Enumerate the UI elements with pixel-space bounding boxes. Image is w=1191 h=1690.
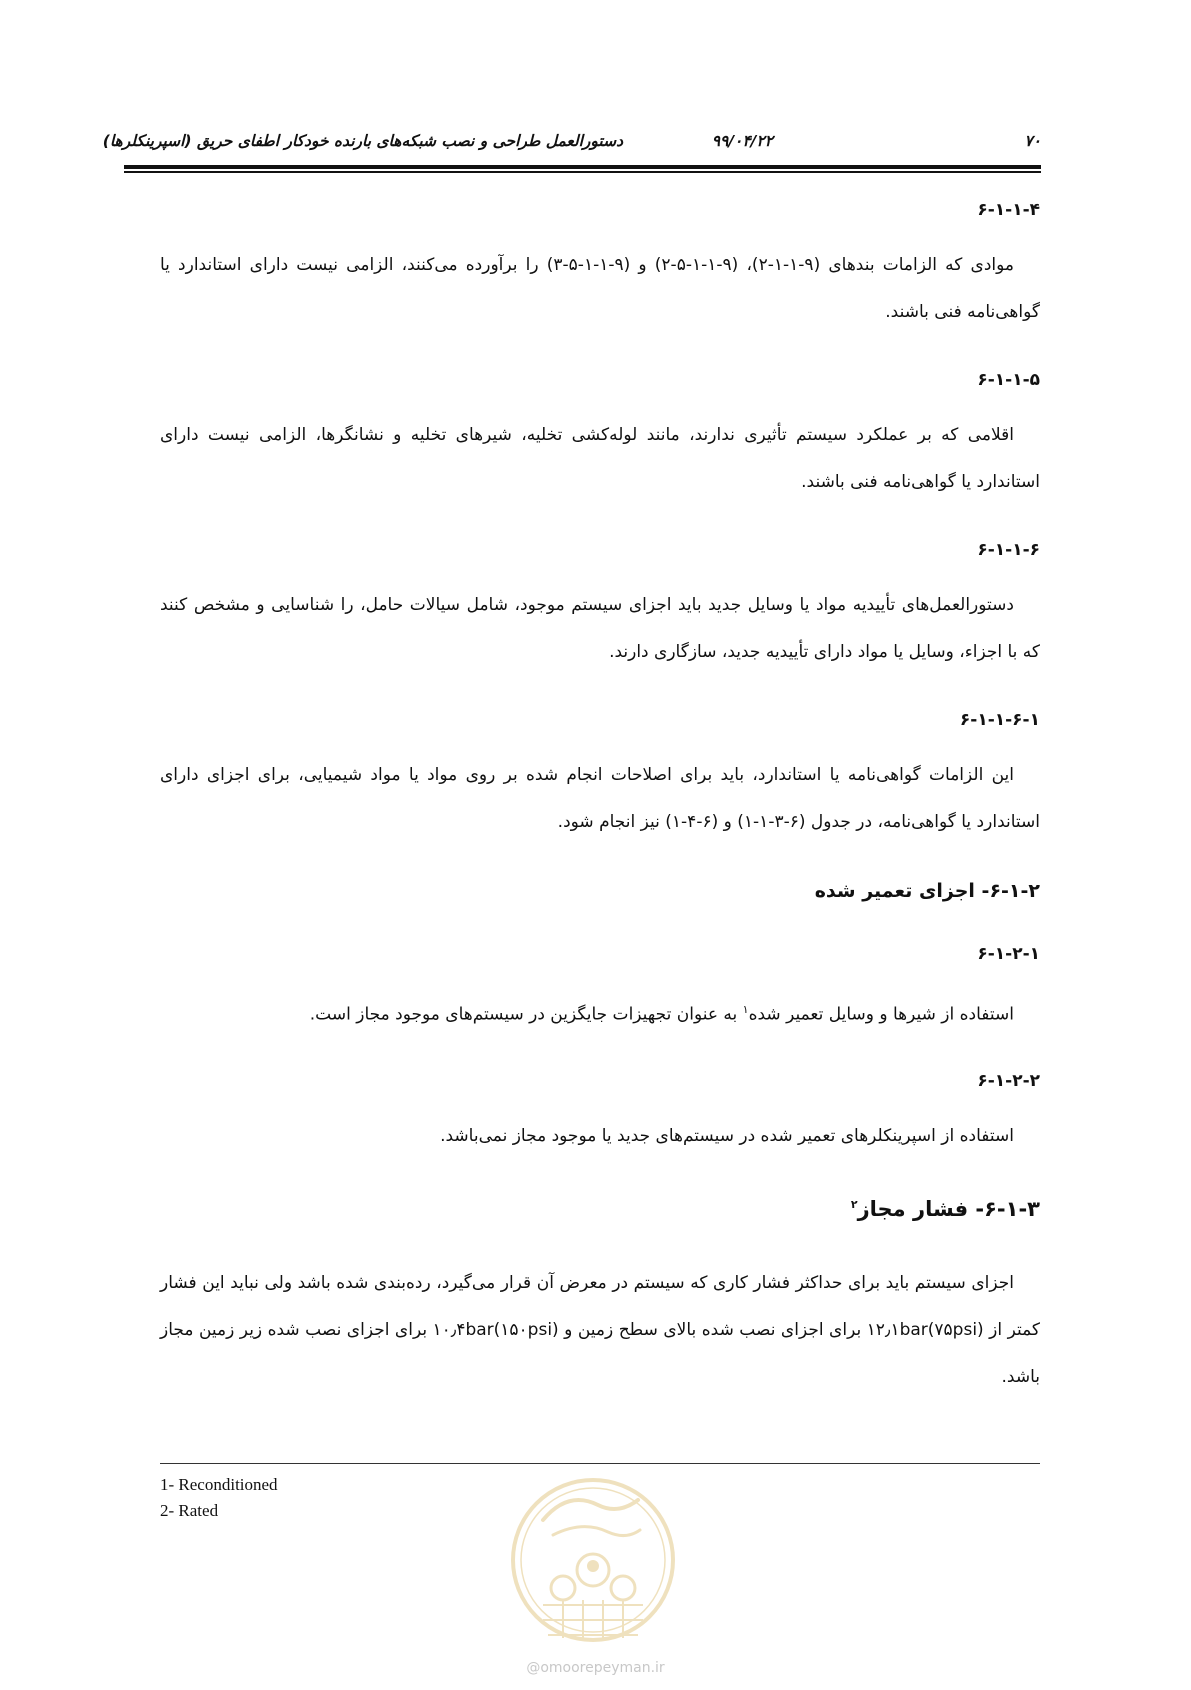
paragraph: دستورالعمل‌های تأییدیه مواد یا وسایل جدید باید اجزای سیستم موجود، شامل سیالات حامل، را شناسایی و مشخص کنند که با اجزاء، وسایل یا مواد دارای تأییدیه جدید، سازگاری دارند.	[160, 595, 1040, 662]
footnotes	[160, 1472, 278, 1524]
header-rule-thin	[124, 171, 1041, 173]
paragraph: اجزای سیستم باید برای حداکثر فشار کاری که سیستم در معرض آن قرار می‌گیرد، رده‌بندی شده باشد ولی نباید این فشار کمتر از ۱۲٫۱bar(۷۵psi) برای اجزای نصب شده بالای سطح زمین و ۱۰٫۴bar(۱۵۰psi) برای اجزای نصب شده زیر زمین مجاز باشد.	[160, 1272, 1041, 1387]
section-number: ۶-۱-۱-۶	[977, 540, 1040, 560]
footnote-1: 1- Reconditioned	[160, 1475, 278, 1494]
section-number: ۶-۱-۱-۴	[977, 200, 1040, 220]
footnote-ref: ۲	[850, 1197, 858, 1211]
paragraph: موادی که الزامات بندهای (۹-۱-۱-۲)، (۹-۱-۱-۵-۲) و (۹-۱-۱-۵-۳) را برآورده می‌کنند، الزامی نیست دارای استاندارد یا گواهی‌نامه فنی باشند.	[160, 255, 1040, 322]
section-number: ۶-۱-۲-۲	[977, 1070, 1040, 1091]
page-number: ۷۰	[1024, 132, 1041, 150]
paragraph-text: استفاده از شیرها و وسایل تعمیر شده	[748, 1004, 1014, 1025]
heading-text: ۶-۱-۳- فشار مجاز	[857, 1196, 1040, 1221]
footnote-2: 2- Rated	[160, 1501, 219, 1520]
paragraph-text: به عنوان تجهیزات جایگزین در سیستم‌های موجود مجاز است.	[309, 1004, 743, 1025]
page-content	[160, 198, 1040, 1433]
paragraph: استفاده از اسپرینکلرهای تعمیر شده در سیستم‌های جدید یا موجود مجاز نمی‌باشد.	[440, 1125, 1014, 1146]
watermark-url: @omoorepeyman.ir	[526, 1660, 665, 1676]
header-title: دستورالعمل طراحی و نصب شبکه‌های بارنده خودکار اطفای حریق (اسپرینکلرها)	[102, 132, 623, 150]
header-date: ۹۹/۰۴/۲۲	[711, 132, 773, 150]
page-header	[102, 128, 1041, 158]
watermark-seal-icon	[508, 1460, 678, 1690]
paragraph	[160, 986, 1040, 1039]
section-number: ۶-۱-۱-۶-۱	[959, 710, 1040, 730]
section-heading: ۶-۱-۲- اجزای تعمیر شده	[814, 880, 1040, 902]
paragraph: این الزامات گواهی‌نامه یا استاندارد، باید برای اصلاحات انجام شده بر روی مواد یا مواد شیمیایی، برای اجزای دارای استاندارد یا گواهی‌نامه، در جدول (۶-۳-۱-۱) و (۶-۴-۱) نیز انجام شود.	[160, 765, 1040, 832]
paragraph: اقلامی که بر عملکرد سیستم تأثیری ندارند، مانند لوله‌کشی تخلیه، شیرهای تخلیه و نشانگرها، الزامی نیست دارای استاندارد یا گواهی‌نامه فنی باشند.	[160, 425, 1040, 492]
section-number: ۶-۱-۱-۵	[977, 370, 1040, 390]
section-number: ۶-۱-۲-۱	[977, 944, 1040, 964]
header-rule-thick	[124, 165, 1041, 169]
footnote-ref: ۱	[742, 1003, 749, 1016]
section-heading	[160, 1192, 1040, 1222]
